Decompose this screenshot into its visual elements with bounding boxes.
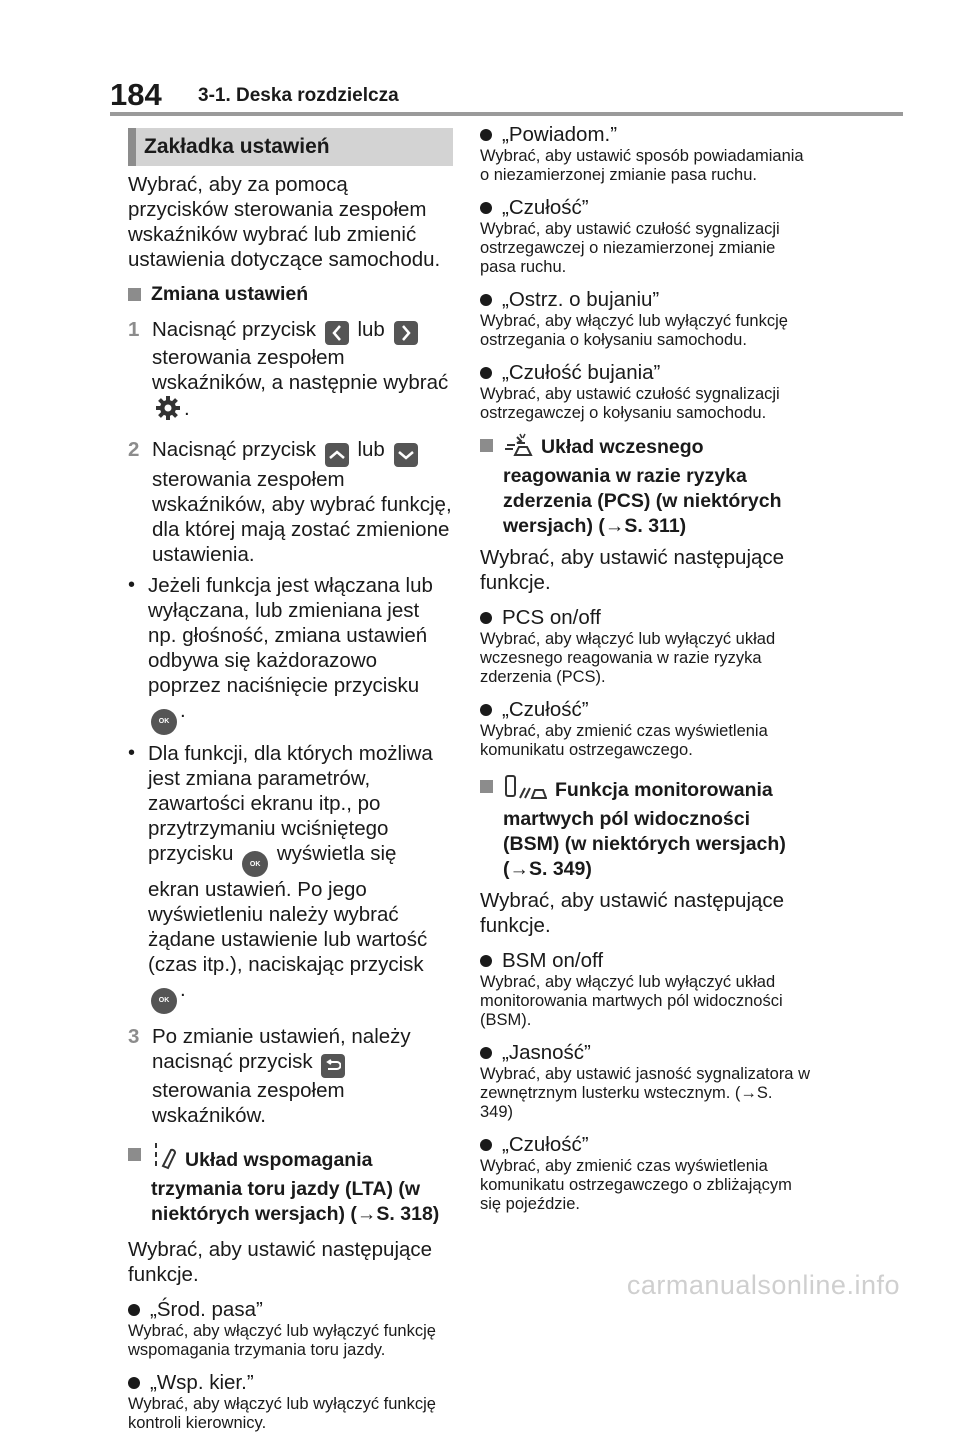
lta-item: „Środ. pasa” Wybrać, aby włączyć lub wyłączyć funkcję wspomagania trzymania toru jazdy. [128,1297,436,1359]
up-arrow-button-icon [325,443,349,467]
ok-button-icon: OK [242,851,268,877]
step-2: 2 Nacisnąć przycisk lub sterowania zespołem wskaźników, aby wybrać funkcję, dla której mają zostać zmienione ustawienia. [128,438,452,566]
pcs-intro: Wybrać, aby ustawić następujące funkcje. [480,546,785,594]
square-bullet-icon [128,288,141,301]
ok-button-icon: OK [151,988,177,1014]
square-bullet-icon [128,1148,141,1161]
step-number: 2 [128,438,140,461]
subheading-bsm: Funkcja monitorowania martwych pól widoczności (BSM) (w niektórych wersjach) (→S. 349) [480,774,810,882]
step-number: 1 [128,318,140,341]
watermark: carmanualsonline.info [626,1270,900,1300]
lane-tracing-assist-icon [151,1142,177,1177]
lta-intro: Wybrać, aby ustawić następujące funkcje. [128,1237,433,1286]
blind-spot-monitor-icon [503,774,547,807]
right-arrow-button-icon [394,321,418,345]
bsm-item: BSM on/off Wybrać, aby włączyć lub wyłączyć układ monitorowania martwych pól widoczności (BSM). [480,949,783,1029]
square-bullet-icon [480,439,493,452]
page-reference: →S. 349) [509,858,592,880]
page-reference: →S. 318) [356,1202,440,1225]
left-arrow-button-icon [325,321,349,345]
chapter-title: 3-1. Deska rozdzielcza [198,85,399,106]
step-1: 1 Nacisnąć przycisk lub sterowania zespołem wskaźników, a następnie wybrać . [128,317,453,427]
bsm-item: „Czułość” Wybrać, aby zmienić czas wyświetlenia komunikatu ostrzegawczego o zbliżającym się pojeździe. [480,1133,792,1213]
left-column [128,128,453,1433]
section-heading: Zakładka ustawień [128,128,453,166]
lta-item: „Ostrz. o bujaniu” Wybrać, aby włączyć lub wyłączyć funkcję ostrzegania o kołysaniu samochodu. [480,288,788,349]
lta-item: „Powiadom.” Wybrać, aby ustawić sposób powiadamiania o niezamierzonej zmianie pasa ruchu. [480,123,804,184]
pcs-item: „Czułość” Wybrać, aby zmienić czas wyświetlenia komunikatu ostrzegawczego. [480,698,768,759]
lta-item: „Czułość” Wybrać, aby ustawić czułość sygnalizacji ostrzegawczej o niezamierzonej zmianie pasa ruchu. [480,196,780,276]
subheading-change-settings: Zmiana ustawień [128,282,453,307]
ok-button-icon: OK [151,709,177,735]
page-reference: →S. 311) [604,515,687,537]
right-column [480,122,810,1214]
lta-item: „Wsp. kier.” Wybrać, aby włączyć lub wyłączyć funkcję kontroli kierownicy. [128,1370,436,1432]
square-bullet-icon [480,780,493,793]
step-number: 3 [128,1024,140,1048]
subheading-pcs: Układ wczesnego reagowania w razie ryzyka zderzenia (PCS) (w niektórych wersjach) (→S. 311) [480,433,810,539]
page-number: 184 [110,77,162,112]
section-intro: Wybrać, aby za pomocą przycisków sterowania zespołem wskaźników wybrać lub zmienić ustawienia dotyczące samochodu. [128,173,441,271]
subheading-lta: Układ wspomagania trzymania toru jazdy (LTA) (w niektórych wersjach) (→S. 318) [128,1142,453,1227]
gear-icon [155,395,181,427]
header-rule [110,112,903,116]
note-bullet: • Jeżeli funkcja jest włączana lub wyłączana, lub zmieniana jest np. głośność, zmiana ustawień odbywa się każdorazowo poprzez naciśnięcie przycisku OK . [128,573,453,735]
lta-item: „Czułość bujania” Wybrać, aby ustawić czułość sygnalizacji ostrzegawczej o kołysaniu samochodu. [480,361,780,422]
pcs-item: PCS on/off Wybrać, aby włączyć lub wyłączyć układ wczesnego reagowania w razie ryzyka zderzenia (PCS). [480,606,776,686]
bsm-item: „Jasność” Wybrać, aby ustawić jasność sygnalizatora w zewnętrznym lusterku wstecznym. (→S. 349) [480,1041,810,1121]
note-bullet: • Dla funkcji, dla których możliwa jest zmiana parametrów, zawartości ekranu itp., po przytrzymaniu wciśniętego przycisku OK wyświetla się ekran ustawień. Po jego wyświetleniu należy wybrać żądane ustawienie lub wartość (czas itp.), naciskając przycisk OK . [128,741,453,1014]
bsm-intro: Wybrać, aby ustawić następujące funkcje. [480,889,785,937]
step-3: 3 Po zmianie ustawień, należy nacisnąć przycisk sterowania zespołem wskaźników. [128,1024,411,1127]
down-arrow-button-icon [394,443,418,467]
pre-collision-system-icon [503,433,533,464]
back-button-icon [321,1054,345,1078]
